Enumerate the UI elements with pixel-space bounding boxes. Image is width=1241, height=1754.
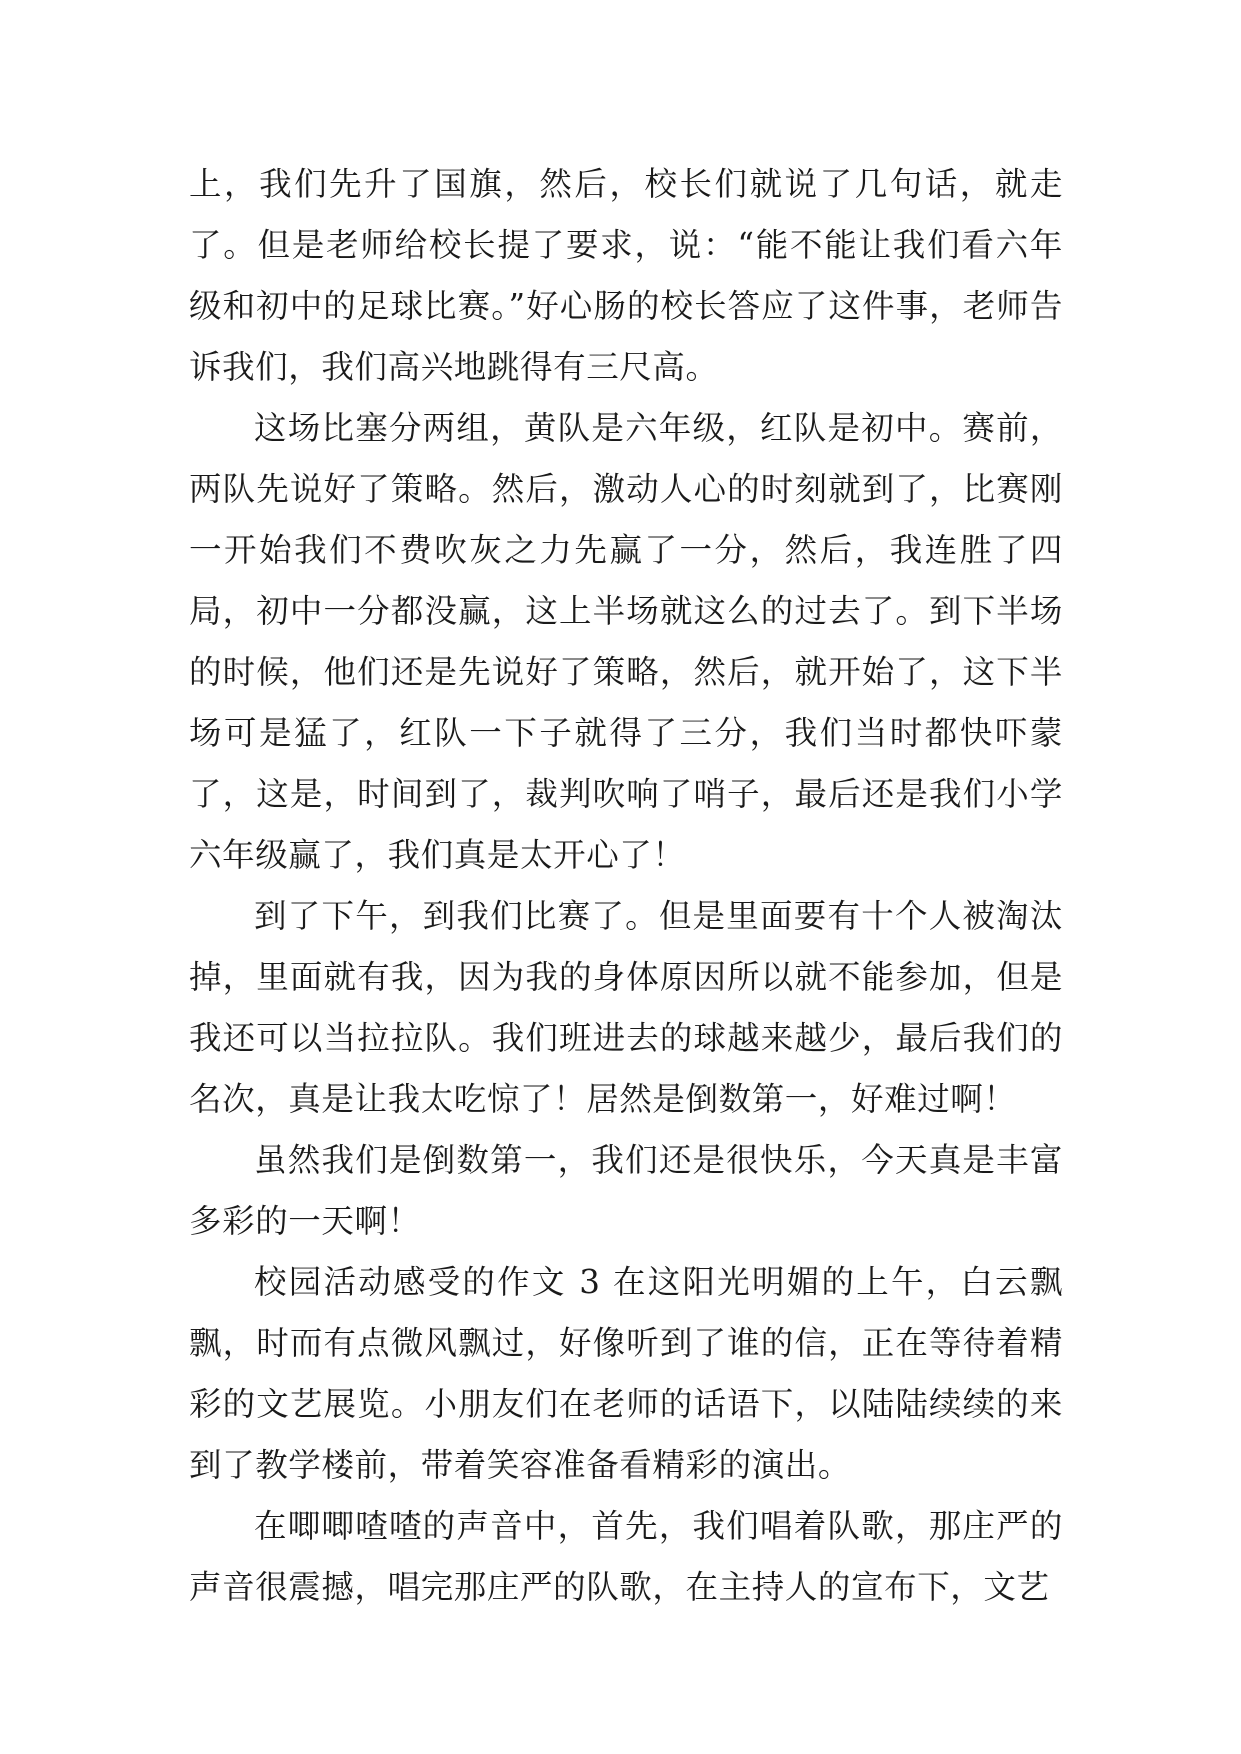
- paragraph-1: 上，我们先升了国旗，然后，校长们就说了几句话，就走了。但是老师给校长提了要求，说：“能不能让我们看六年级和初中的足球比赛。”好心肠的校长答应了这件事，老师告诉我们，我们高兴地跳得有三尺高。: [189, 165, 1063, 386]
- paragraph-4: 虽然我们是倒数第一，我们还是很快乐，今天真是丰富多彩的一天啊！: [189, 1141, 1063, 1240]
- paragraph-3: 到了下午，到我们比赛了。但是里面要有十个人被淘汰掉，里面就有我，因为我的身体原因所以就不能参加，但是我还可以当拉拉队。我们班进去的球越来越少，最后我们的名次，真是让我太吃惊了！居然是倒数第一，好难过啊！: [189, 897, 1063, 1118]
- paragraph-6: 在唧唧喳喳的声音中，首先，我们唱着队歌，那庄严的声音很震撼，唱完那庄严的队歌，在主持人的宣布下，文艺: [189, 1507, 1063, 1606]
- paragraph-2: 这场比塞分两组，黄队是六年级，红队是初中。赛前，两队先说好了策略。然后，激动人心的时刻就到了，比赛刚一开始我们不费吹灰之力先赢了一分，然后，我连胜了四局，初中一分都没赢，这上半场就这么的过去了。到下半场的时候，他们还是先说好了策略，然后，就开始了，这下半场可是猛了，红队一下子就得了三分，我们当时都快吓蒙了，这是，时间到了，裁判吹响了哨子，最后还是我们小学六年级赢了，我们真是太开心了！: [189, 409, 1063, 874]
- paragraph-5: 校园活动感受的作文 3 在这阳光明媚的上午，白云飘飘，时而有点微风飘过，好像听到了谁的信，正在等待着精彩的文艺展览。小朋友们在老师的话语下，以陆陆续续的来到了教学楼前，带着笑容准备看精彩的演出。: [189, 1263, 1063, 1484]
- document-body: [189, 154, 1063, 1618]
